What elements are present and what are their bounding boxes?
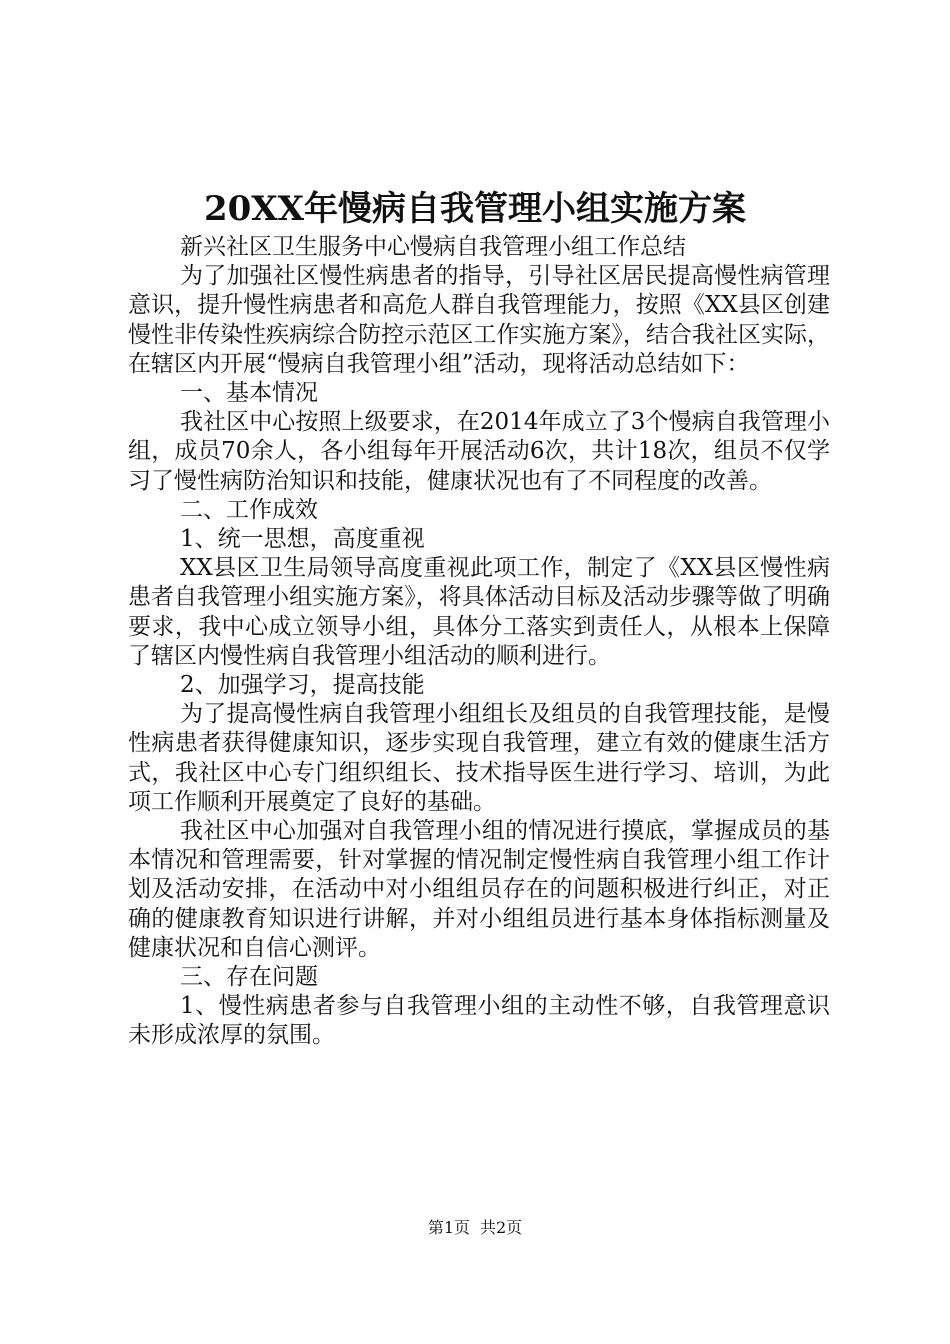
page-number-total: 共2页 <box>480 1218 523 1237</box>
paragraph-problem-1: 1、慢性病患者参与自我管理小组的主动性不够，自我管理意识未形成浓厚的氛围。 <box>128 993 830 1049</box>
section-heading-problems: 三、存在问题 <box>180 964 318 991</box>
document-body <box>128 233 830 1051</box>
subheading-learning: 2、加强学习，提高技能 <box>180 672 425 699</box>
paragraph-learning: 为了提高慢性病自我管理小组组长及组员的自我管理技能，是慢性病患者获得健康知识，逐步实现自我管理，建立有效的健康生活方式，我社区中心专门组织组长、技术指导医生进行学习、培训，为此项工作顺利开展奠定了良好的基础。 <box>128 701 830 815</box>
paragraph-intro: 为了加强社区慢性病患者的指导，引导社区居民提高慢性病管理意识，提升慢性病患者和高危人群自我管理能力，按照《XX县区创建慢性非传染性疾病综合防控示范区工作实施方案》，结合我社区实际，在辖区内开展“慢病自我管理小组”活动，现将活动总结如下： <box>128 263 830 377</box>
section-heading-results: 二、工作成效 <box>180 496 318 523</box>
paragraph-unify: XX县区卫生局领导高度重视此项工作，制定了《XX县区慢性病患者自我管理小组实施方案》，将具体活动目标及活动步骤等做了明确要求，我中心成立领导小组，具体分工落实到责任人，从根本上保障了辖区内慢性病自我管理小组活动的顺利进行。 <box>128 555 830 669</box>
paragraph-basic: 我社区中心按照上级要求，在2014年成立了3个慢病自我管理小组，成员70余人，各小组每年开展活动6次，共计18次，组员不仅学习了慢性病防治知识和技能，健康状况也有了不同程度的改善。 <box>128 409 830 494</box>
document-title: 20XX年慢病自我管理小组实施方案 <box>203 189 747 229</box>
paragraph-subtitle: 新兴社区卫生服务中心慢病自我管理小组工作总结 <box>180 234 686 260</box>
page-number-current: 第1页 <box>427 1218 470 1237</box>
page-footer <box>0 1217 950 1239</box>
section-heading-basic: 一、基本情况 <box>180 380 318 407</box>
paragraph-survey: 我社区中心加强对自我管理小组的情况进行摸底，掌握成员的基本情况和管理需要，针对掌握的情况制定慢性病自我管理小组工作计划及活动安排，在活动中对小组组员存在的问题积极进行纠正，对正确的健康教育知识进行讲解，并对小组组员进行基本身体指标测量及健康状况和自信心测评。 <box>128 818 830 961</box>
subheading-unify: 1、统一思想，高度重视 <box>180 526 425 553</box>
